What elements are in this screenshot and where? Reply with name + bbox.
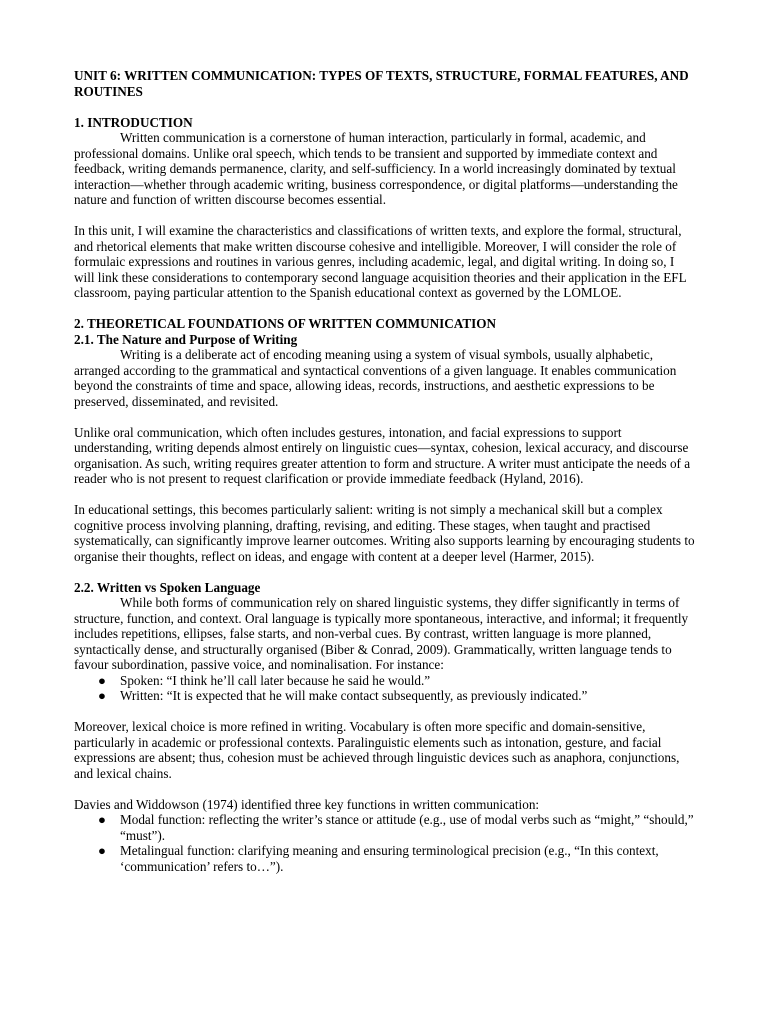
bullet-icon: ● [98,688,106,703]
list-item [74,812,698,843]
list-item [74,843,698,874]
paragraph: While both forms of communication rely on shared linguistic systems, they differ significantly in terms of structure, function, and context. Oral language is typically more spontaneous, interactive, and informal; it frequently includes repetitions, ellipses, false starts, and non-verbal cues. By contrast, written language is more planned, syntactically dense, and structurally organised (Biber & Conrad, 2009). Grammatically, written language tends to favour subordination, passive voice, and nominalisation. For instance: [74,595,689,672]
spacer [74,301,698,317]
spacer [74,487,698,503]
bullet-icon: ● [98,843,106,858]
example-list [74,673,698,704]
paragraph: Unlike oral communication, which often includes gestures, intonation, and facial expressions to support understanding, writing depends almost entirely on linguistic cues—syntax, cohesion, lexical accuracy, and discourse organisation. As such, writing requires greater attention to form and structure. A writer must anticipate the needs of a reader who is not present to request clarification or provide immediate feedback (Hyland, 2016). [74,424,691,486]
spacer [74,704,698,720]
document-title: UNIT 6: WRITTEN COMMUNICATION: TYPES OF TEXTS, STRUCTURE, FORMAL FEATURES, AND ROUTINES [74,68,689,99]
document-page [74,68,698,874]
subsection-heading-nature-purpose: 2.1. The Nature and Purpose of Writing [74,331,298,347]
subsection-heading-written-vs-spoken: 2.2. Written vs Spoken Language [74,579,261,595]
spacer [74,781,698,797]
spacer [74,564,698,580]
bullet-icon: ● [98,812,106,827]
paragraph: Written communication is a cornerstone of human interaction, particularly in formal, academic, and professional domains. Unlike oral speech, which tends to be transient and supported by immediate context and feedback, writing demands permanence, clarity, and self-sufficiency. In a world increasingly dominated by textual interaction—whether through academic writing, business correspondence, or digital platforms—understanding the nature and function of written discourse becomes essential. [74,130,678,207]
list-item-text: Modal function: reflecting the writer’s stance or attitude (e.g., use of modal verbs such as “might,” “should,” “must”). [120,812,694,843]
list-item-text: Metalingual function: clarifying meaning and ensuring terminological precision (e.g., “In this context, ‘communication’ refers to…”). [120,843,659,874]
paragraph: Davies and Widdowson (1974) identified three key functions in written communication: [74,796,540,812]
section-heading-introduction: 1. INTRODUCTION [74,114,193,130]
list-item [74,673,698,689]
spacer [74,409,698,425]
functions-list [74,812,698,874]
list-item-text: Written: “It is expected that he will make contact subsequently, as previously indicated.” [120,688,588,703]
spacer [74,208,698,224]
bullet-icon: ● [98,672,106,688]
list-item-text: Spoken: “I think he’ll call later because he said he would.” [120,672,431,688]
paragraph: In educational settings, this becomes particularly salient: writing is not simply a mechanical skill but a complex cognitive process involving planning, drafting, revising, and editing. These stages, when taught and practised systematically, can significantly improve learner outcomes. Writing also supports learning by encouraging students to organise their thoughts, reflect on ideas, and engage with content at a deeper level (Harmer, 2015). [74,502,695,564]
list-item [74,688,698,704]
spacer [74,99,698,115]
paragraph: Moreover, lexical choice is more refined in writing. Vocabulary is often more specific and domain-sensitive, particularly in academic or professional contexts. Paralinguistic elements such as intonation, gesture, and facial expressions are absent; thus, cohesion must be achieved through linguistic devices such as anaphora, conjunctions, and lexical chains. [74,719,680,781]
section-heading-theoretical-foundations: 2. THEORETICAL FOUNDATIONS OF WRITTEN COMMUNICATION [74,316,497,331]
paragraph: In this unit, I will examine the characteristics and classifications of written texts, and explore the formal, structural, and rhetorical elements that make written discourse cohesive and intelligible. Moreover, I will consider the role of formulaic expressions and routines in various genres, including academic, legal, and digital writing. In doing so, I will link these considerations to contemporary second language acquisition theories and their application in the EFL classroom, paying particular attention to the Spanish educational context as governed by the LOMLOE. [74,223,687,300]
paragraph: Writing is a deliberate act of encoding meaning using a system of visual symbols, usually alphabetic, arranged according to the grammatical and syntactical conventions of a given language. It enables communication beyond the constraints of time and space, allowing ideas, records, instructions, and aesthetic expressions to be preserved, disseminated, and revisited. [74,347,677,409]
